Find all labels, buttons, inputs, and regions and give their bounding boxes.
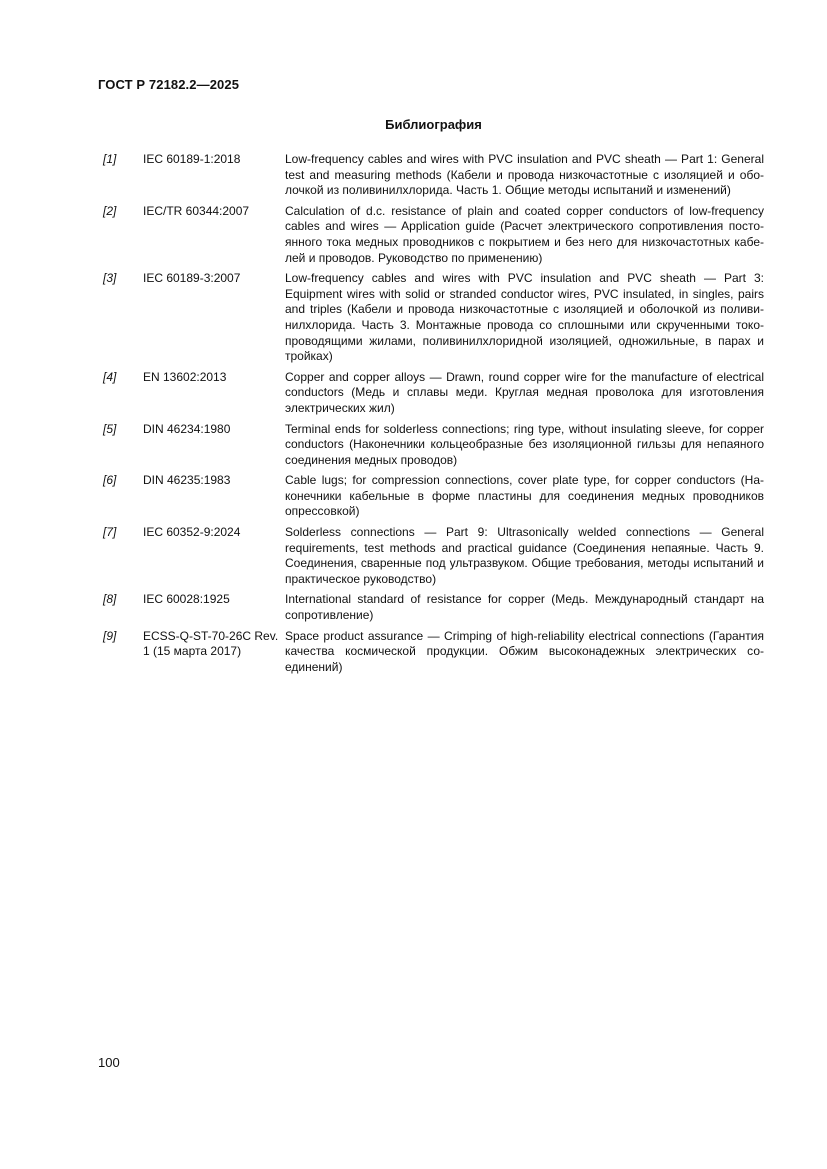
bibliography-list [98, 152, 764, 680]
entry-reference: IEC 60028:1925 [143, 592, 230, 607]
document-header: ГОСТ Р 72182.2—2025 [98, 77, 240, 92]
bibliography-entry [98, 370, 764, 417]
entry-number: [9] [103, 628, 117, 643]
entry-description: Terminal ends for solderless connections; ring type, without insulating sleeve, for copper conductors (Наконечники кольцеобразные без изоляционной гильзы для непаяного соединения медных проводов) [285, 421, 764, 467]
entry-number: [7] [103, 525, 117, 540]
bibliography-entry [98, 525, 764, 587]
bibliography-entry [98, 592, 764, 623]
entry-reference: IEC 60189-3:2007 [143, 271, 241, 286]
entry-description: International standard of resistance for copper (Медь. Международный стандарт на сопротивление) [285, 592, 764, 623]
entry-reference: DIN 46234:1980 [143, 421, 231, 436]
bibliography-entry [98, 152, 764, 199]
entry-reference: EN 13602:2013 [143, 369, 227, 384]
entry-description: Solderless connections — Part 9: Ultrasonically welded connections — General requirements, test methods and practical guidance (Соединения непаяные. Часть 9. Соединения, сваренные под ультразвуком. Общие требования, методы испытаний и практическое руководство) [285, 525, 764, 586]
entry-reference: IEC 60189-1:2018 [143, 152, 241, 166]
entry-reference: DIN 46235:1983 [143, 473, 231, 488]
bibliography-entry [98, 473, 764, 520]
entry-number: [3] [103, 271, 117, 286]
entry-description: Space product assurance — Crimping of high-reliability electrical connections (Гарантия качества космической продукции. Обжим высоконадежных электрических соединений) [285, 628, 764, 674]
bibliography-entry [98, 204, 764, 266]
entry-description: Calculation of d.c. resistance of plain and coated copper conductors of low-frequency cables and wires — Application guide (Расчет электрического сопротивления постоянного тока медных проводников с покрытием и без него для низкочастотных кабелей и проводов. Руководство по применению) [285, 203, 764, 265]
page-title: Библиография [385, 117, 482, 132]
bibliography-entry [98, 422, 764, 469]
entry-number: [1] [103, 152, 117, 166]
entry-reference: IEC 60352-9:2024 [143, 525, 241, 540]
bibliography-entry [98, 629, 764, 676]
entry-number: [5] [103, 421, 117, 436]
entry-reference: ECSS-Q-ST-70-26C Rev. 1 (15 марта 2017) [143, 628, 279, 659]
entry-reference: IEC/TR 60344:2007 [143, 203, 250, 218]
page-number: 100 [98, 1055, 120, 1070]
entry-number: [6] [103, 473, 117, 488]
entry-number: [4] [103, 369, 117, 384]
entry-description: Low-frequency cables and wires with PVC insulation and PVC sheath — Part 3: Equipment wires with solid or stranded conductor wires, PVC insulated, in singles, pairs and triples (Кабели и провода низкочастотные с изоляцией и оболочкой из поливинилхлорида. Часть 3. Монтажные провода со сплошными или скрученными токопроводящими жилами, поливинилхлоридной изоляцией, одножильные, в парах и тройках) [285, 271, 764, 364]
entry-number: [2] [103, 203, 117, 218]
entry-description: Cable lugs; for compression connections, cover plate type, for copper conductors (Наконечники кабельные в форме пластины для соединения медных проводников опрессовкой) [285, 473, 764, 519]
bibliography-entry [98, 271, 764, 365]
entry-number: [8] [103, 592, 117, 607]
entry-description: Copper and copper alloys — Drawn, round copper wire for the manufacture of electrical conductors (Медь и сплавы меди. Круглая медная проволока для изготовления электрических жил) [285, 369, 764, 415]
entry-description: Low-frequency cables and wires with PVC insulation and PVC sheath — Part 1: General test and measuring methods (Кабели и провода низкочастотные с изоляцией и оболочкой из поливинилхлорида. Часть 1. Общие методы испытаний и изменений) [285, 152, 764, 198]
